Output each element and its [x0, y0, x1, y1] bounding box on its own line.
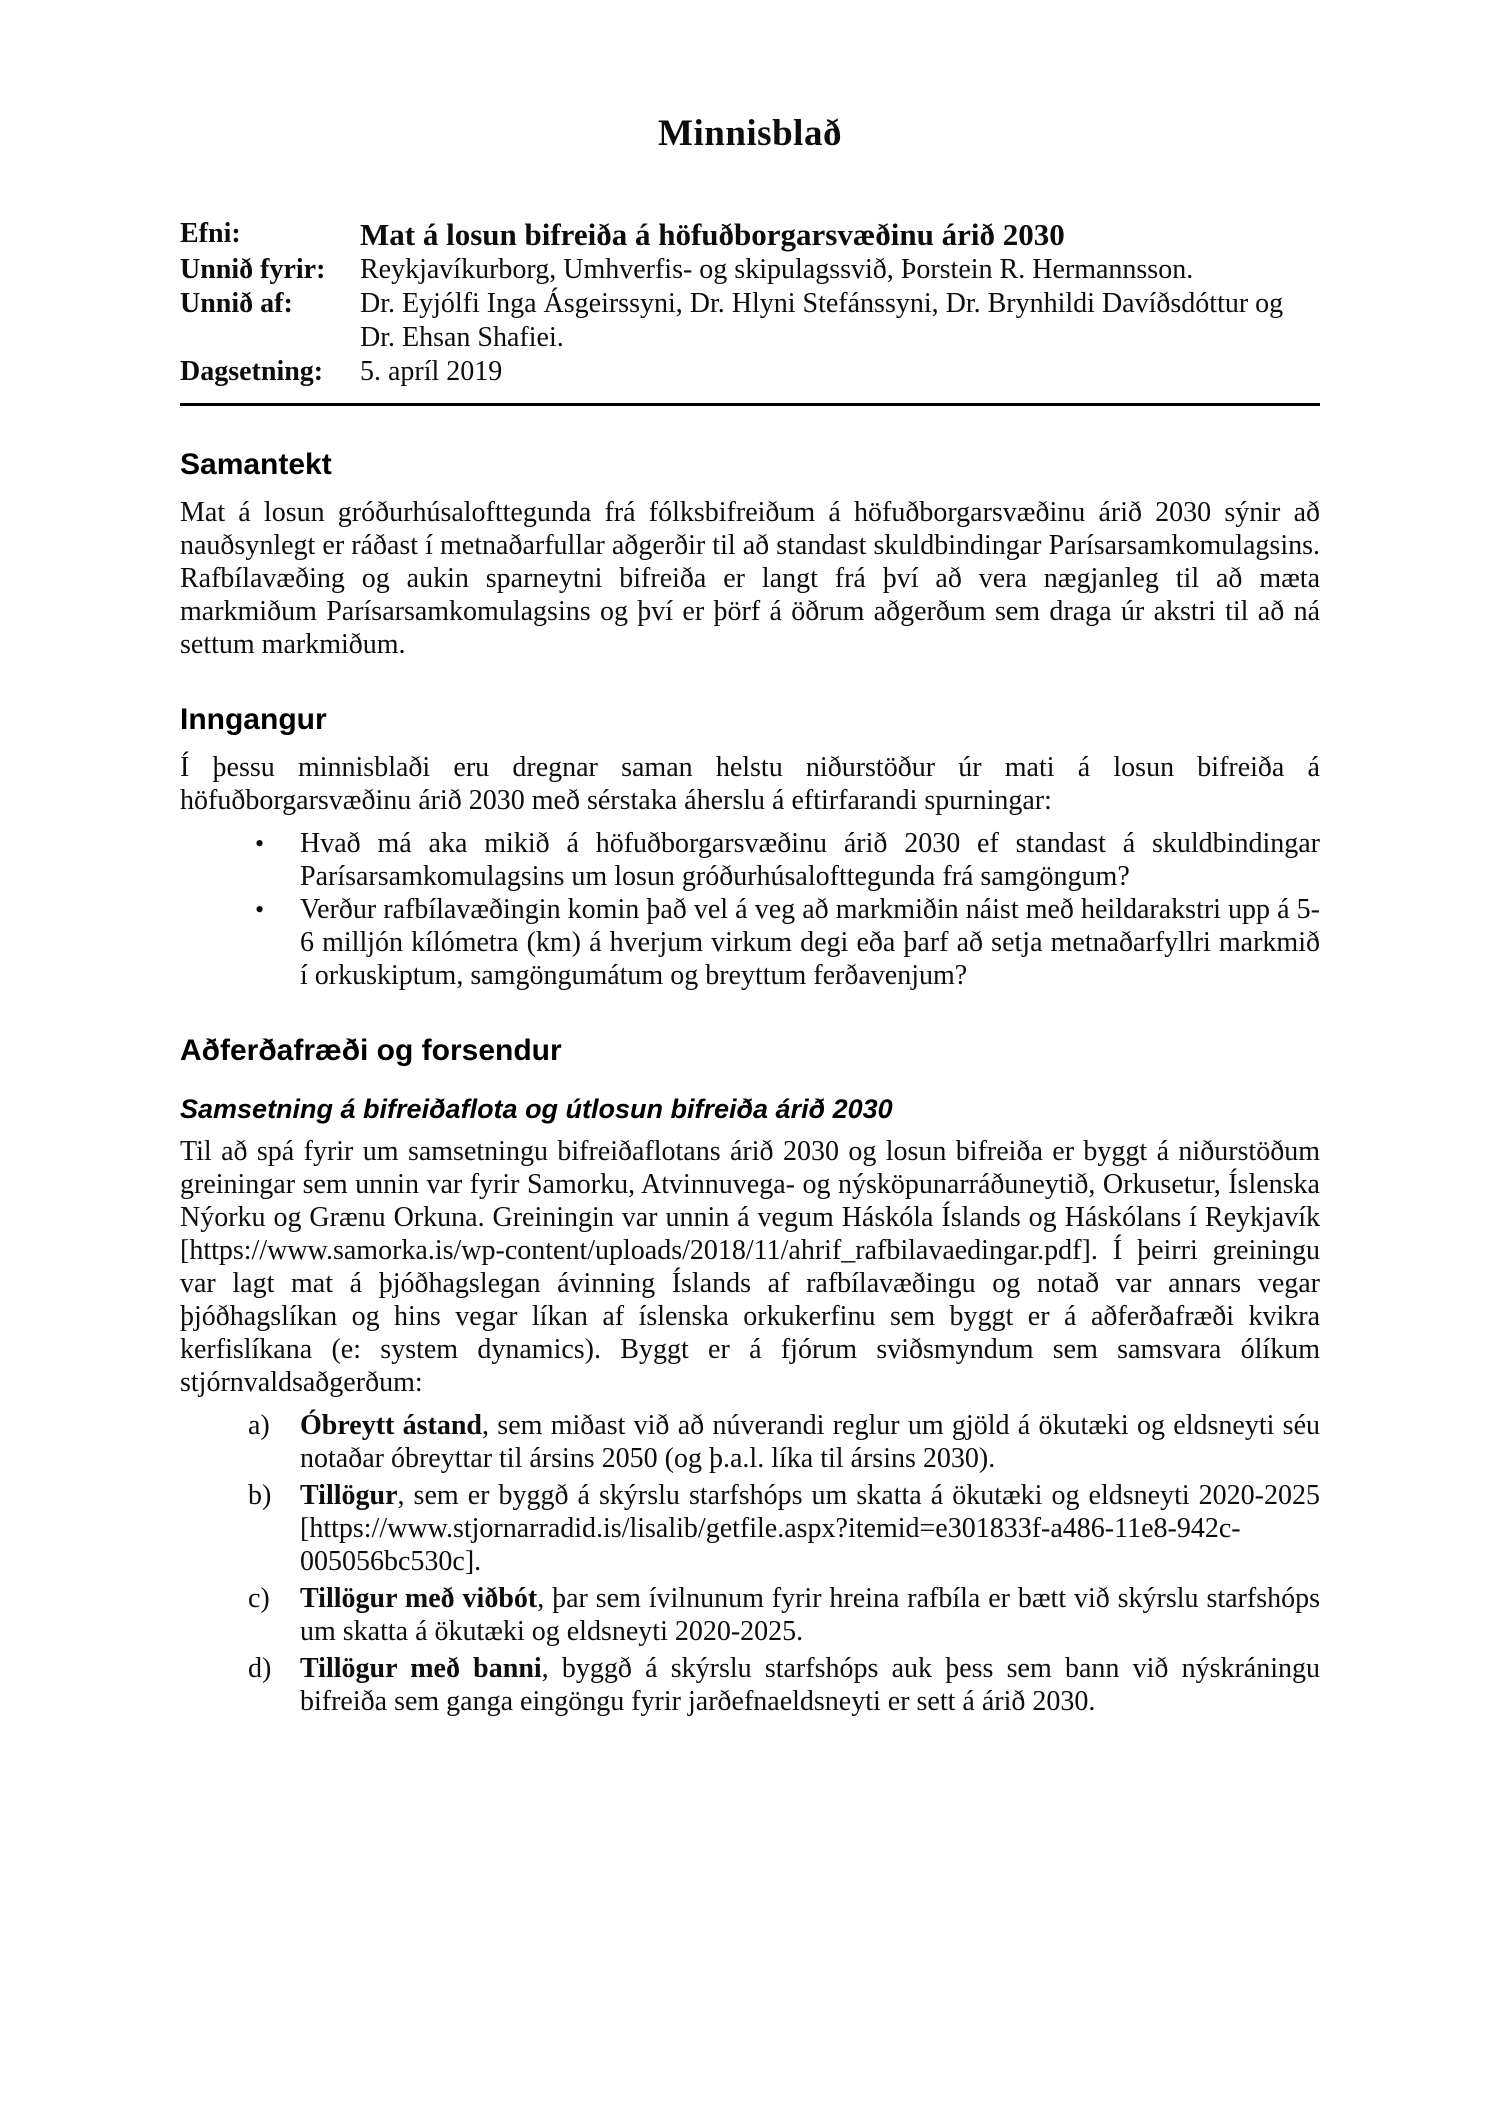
- document-title: Minnisblað: [658, 113, 842, 154]
- list-marker: a): [248, 1410, 270, 1441]
- bullet-text: Verður rafbílavæðingin komin það vel á veg að markmiðin náist með heildarakstri upp á 5-6 milljón kílómetra (km) á hverjum virkum degi eða þarf að setja metnaðarfyllri markmið í orkuskiptum, samgöngumátum og breyttum ferðavenjum?: [300, 894, 1320, 991]
- list-marker: b): [248, 1480, 272, 1511]
- list-item-text: [300, 1479, 1320, 1578]
- list-item-rest: , þar sem ívilnunum fyrir hreina rafbíla er bætt við skýrslu starfshóps um skatta á ökutæki og eldsneyti 2020-2025.: [300, 1583, 1320, 1647]
- date-label: Dagsetning:: [180, 356, 324, 387]
- list-item: [180, 893, 1320, 992]
- list-item-lead: Tillögur með viðbót: [300, 1583, 538, 1614]
- bullet-icon: •: [255, 895, 265, 924]
- header-row-date: [180, 355, 1320, 389]
- list-item: [180, 1479, 1320, 1578]
- bullet-icon: •: [255, 829, 265, 858]
- section-heading-adferdafraedi: Aðferðafræði og forsendur: [180, 1034, 562, 1067]
- list-item: [180, 1409, 1320, 1475]
- header-row-subject: [180, 217, 1320, 253]
- list-item-rest: , byggð á skýrslu starfshóps auk þess sem bann við nýskráningu bifreiða sem ganga eingöngu fyrir jarðefnaeldsneyti er sett á árið 2030.: [300, 1653, 1320, 1717]
- date-value: 5. apríl 2019: [360, 356, 503, 387]
- prepared-for-value: Reykjavíkurborg, Umhverfis- og skipulagssvið, Þorstein R. Hermannsson.: [360, 254, 1194, 285]
- list-marker: d): [248, 1653, 272, 1684]
- inngangur-intro-paragraph: Í þessu minnisblaði eru dregnar saman helstu niðurstöður úr mati á losun bifreiða á höfuðborgarsvæðinu árið 2030 með sérstaka áherslu á eftirfarandi spurningar:: [180, 752, 1320, 816]
- list-item: [180, 827, 1320, 893]
- subsection-heading-samsetning: Samsetning á bifreiðaflota og útlosun bifreiða árið 2030: [180, 1094, 893, 1124]
- list-item-text: [300, 1652, 1320, 1718]
- list-item-rest: , sem miðast við að núverandi reglur um gjöld á ökutæki og eldsneyti séu notaðar óbreyttar til ársins 2050 (og þ.a.l. líka til ársins 2030).: [300, 1410, 1321, 1474]
- memo-header: [180, 217, 1320, 389]
- header-divider: [180, 403, 1320, 406]
- inngangur-bullet-list: [180, 827, 1320, 992]
- header-row-prepared-by: [180, 287, 1320, 355]
- list-item-rest: , sem er byggð á skýrslu starfshóps um skatta á ökutæki og eldsneyti 2020-2025 [https://www.stjornarradid.is/lisalib/getfile.aspx?itemid=e301833f-a486-11e8-942c-005056bc530c].: [300, 1480, 1320, 1577]
- scenario-list: [180, 1409, 1320, 1718]
- list-item: [180, 1582, 1320, 1648]
- subject-label: Efni:: [180, 218, 241, 249]
- section-heading-samantekt: Samantekt: [180, 448, 332, 481]
- header-row-prepared-for: [180, 253, 1320, 287]
- list-item-lead: Tillögur: [300, 1480, 398, 1511]
- adferdafraedi-paragraph: Til að spá fyrir um samsetningu bifreiðaflotans árið 2030 og losun bifreiða er byggt á niðurstöðum greiningar sem unnin var fyrir Samorku, Atvinnuvega- og nýsköpunarráðuneytið, Orkusetur, Íslenska Nýorku og Grænu Orkuna. Greiningin var unnin á vegum Háskóla Íslands og Háskólans í Reykjavík [https://www.samorka.is/wp-content/uploads/2018/11/ahrif_rafbilavaedingar.pdf]. Í þeirri greiningu var lagt mat á þjóðhagslegan ávinning Íslands af rafbílavæðingu og notað var annars vegar þjóðhagslíkan og hins vegar líkan af íslenska orkukerfinu sem byggt er á aðferðafræði kvikra kerfislíkana (e: system dynamics). Byggt er á fjórum sviðsmyndum sem samsvara ólíkum stjórnvaldsaðgerðum:: [180, 1136, 1320, 1398]
- subject-value: Mat á losun bifreiða á höfuðborgarsvæðinu árið 2030: [360, 217, 1065, 252]
- prepared-for-label: Unnið fyrir:: [180, 254, 326, 285]
- samantekt-paragraph: Mat á losun gróðurhúsalofttegunda frá fólksbifreiðum á höfuðborgarsvæðinu árið 2030 sýnir að nauðsynlegt er ráðast í metnaðarfullar aðgerðir til að standast skuldbindingar Parísarsamkomulagsins. Rafbílavæðing og aukin sparneytni bifreiða er langt frá því að vera nægjanleg til að mæta markmiðum Parísarsamkomulagsins og því er þörf á öðrum aðgerðum sem draga úr akstri til að ná settum markmiðum.: [180, 497, 1320, 660]
- list-item-text: [300, 1409, 1320, 1475]
- list-item-lead: Tillögur með banni: [300, 1653, 542, 1684]
- list-item-lead: Óbreytt ástand: [300, 1410, 483, 1441]
- list-item-text: [300, 1582, 1320, 1648]
- section-heading-inngangur: Inngangur: [180, 703, 327, 736]
- list-item: [180, 1652, 1320, 1718]
- prepared-by-value: Dr. Eyjólfi Inga Ásgeirssyni, Dr. Hlyni Stefánssyni, Dr. Brynhildi Davíðsdóttur og Dr. Ehsan Shafiei.: [360, 288, 1284, 353]
- list-marker: c): [248, 1583, 270, 1614]
- bullet-text: Hvað má aka mikið á höfuðborgarsvæðinu árið 2030 ef standast á skuldbindingar Parísarsamkomulagsins um losun gróðurhúsalofttegunda frá samgöngum?: [300, 828, 1320, 892]
- prepared-by-label: Unnið af:: [180, 288, 293, 319]
